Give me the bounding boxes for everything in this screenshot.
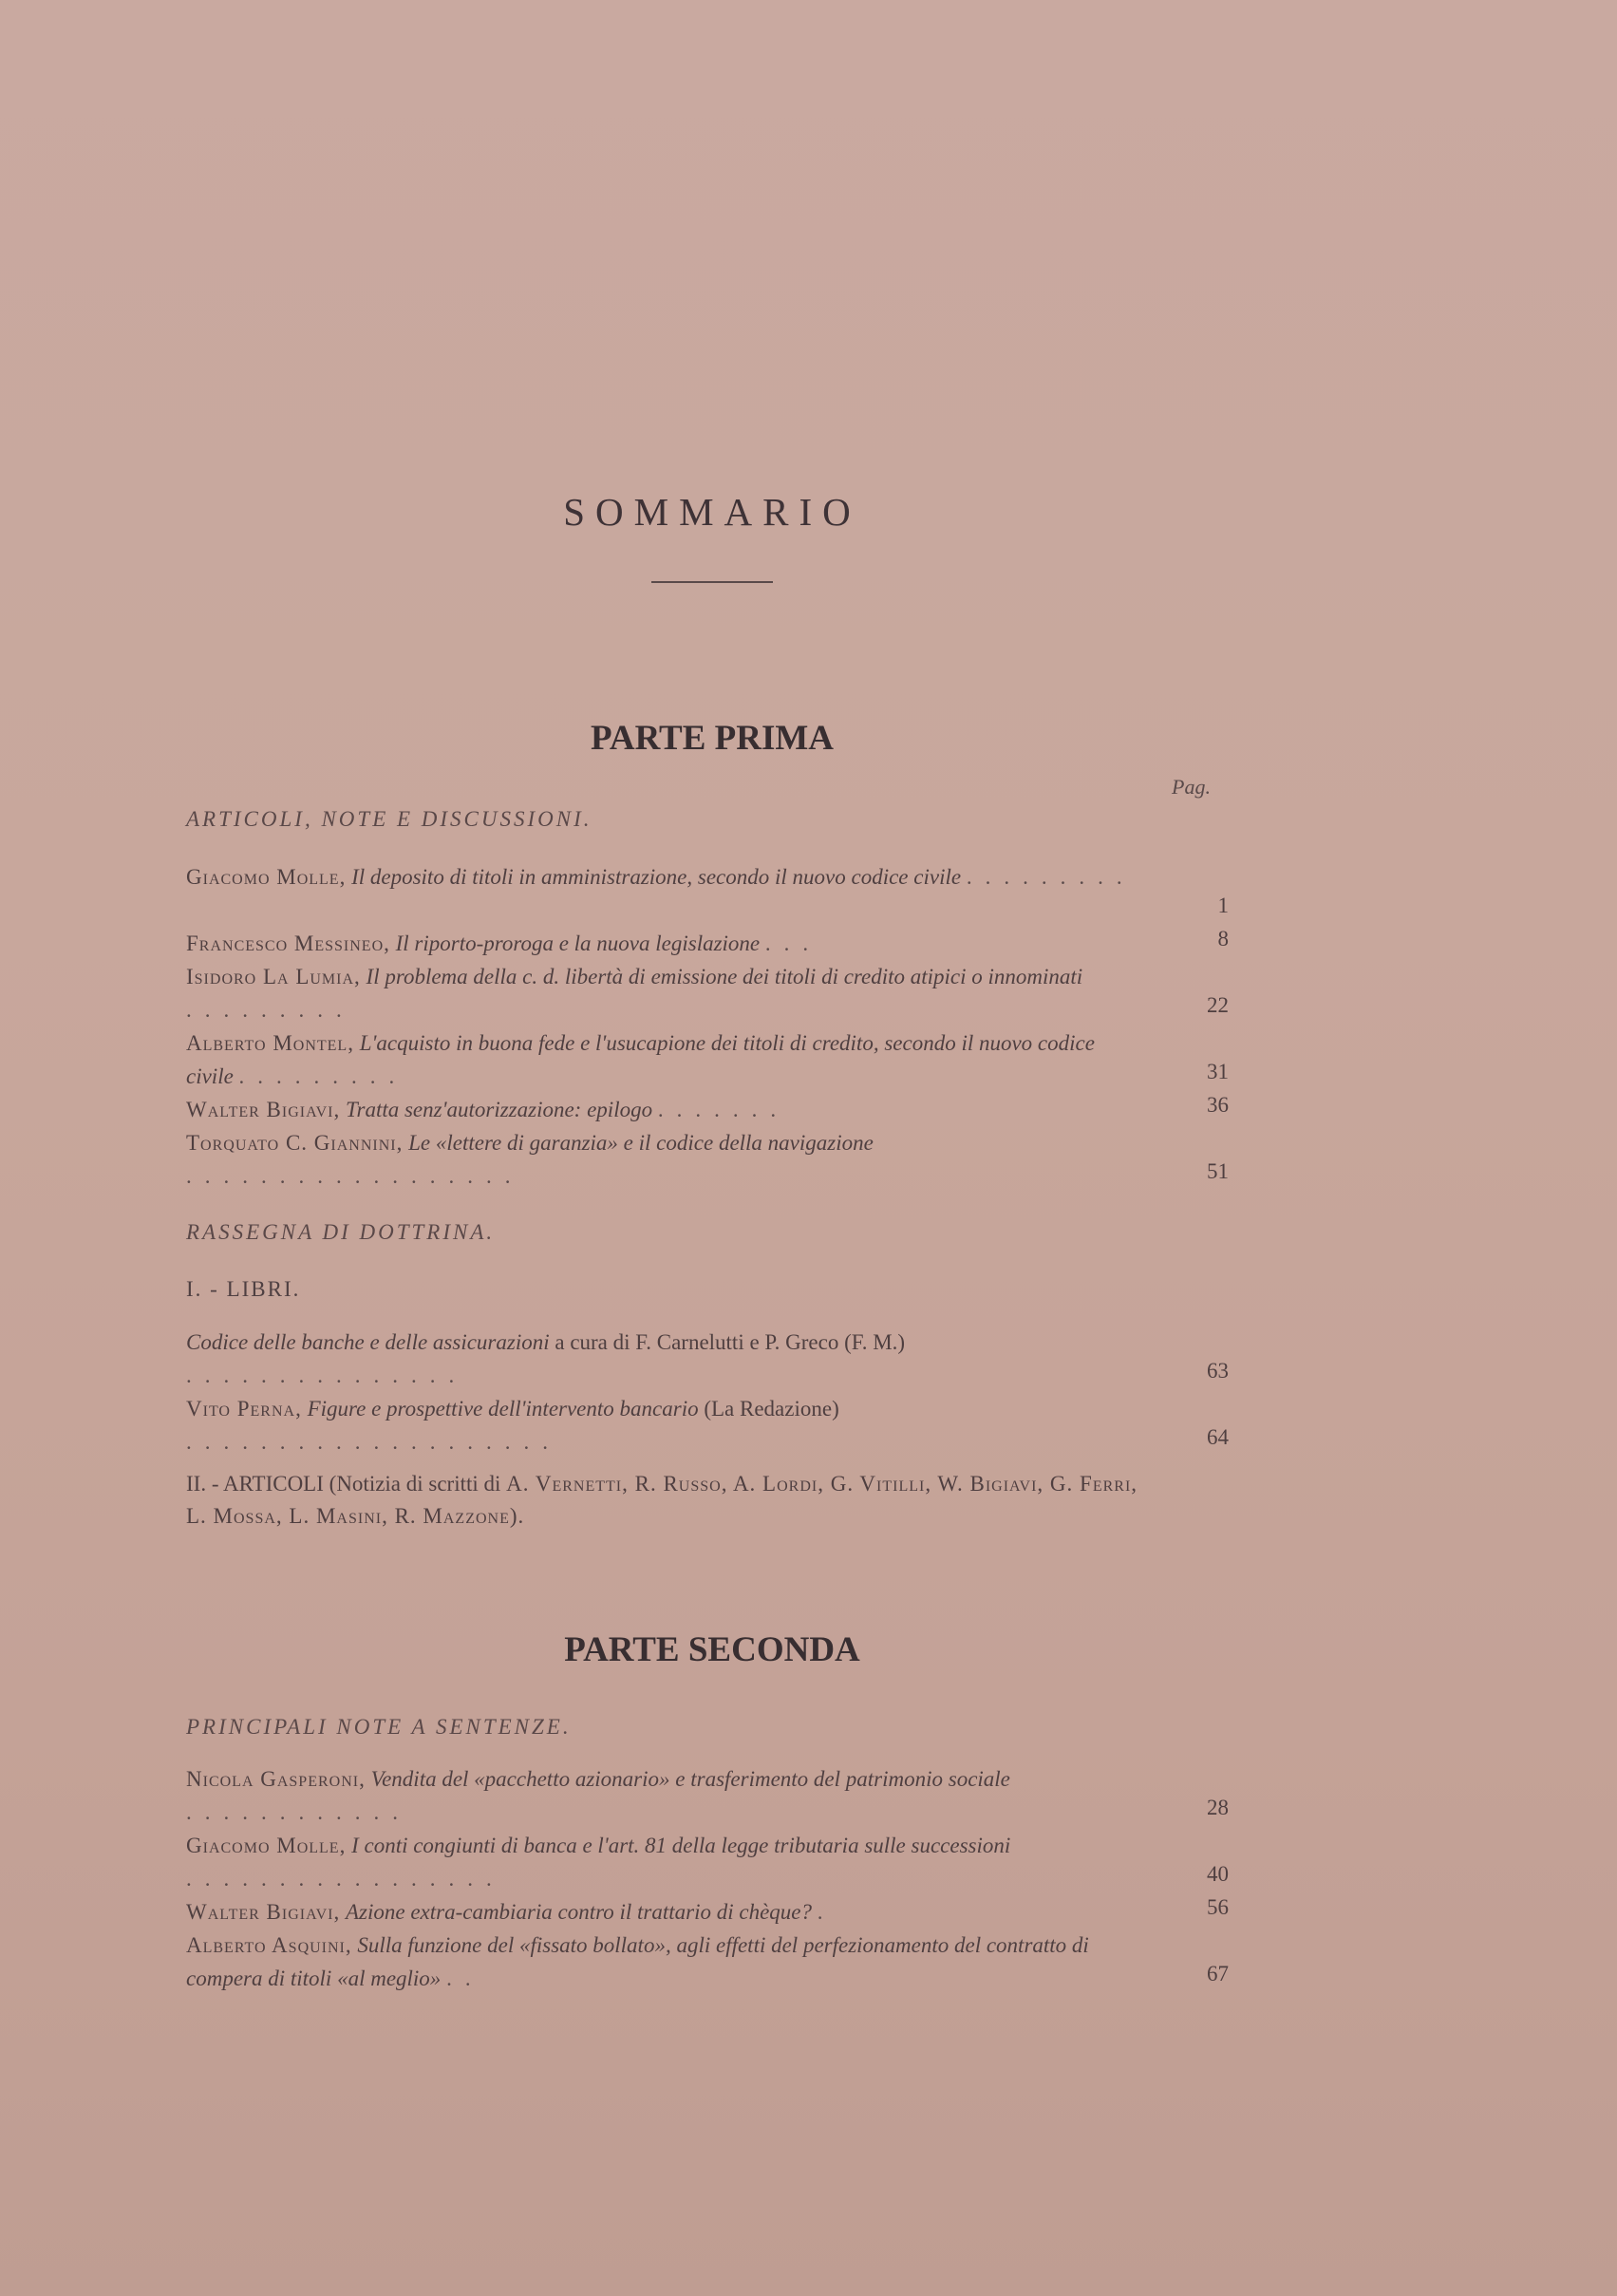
entry-page-number: 64 xyxy=(1207,1425,1229,1449)
dot-leaders: ............... xyxy=(186,1364,468,1387)
dot-leaders: .................. xyxy=(186,1164,524,1188)
entry-page-number: 1 xyxy=(1217,894,1229,917)
entry-title: Sulla funzione del «fissato bollato», agli effetti del perfezionamento del contratto di compera di titoli «al meglio» xyxy=(186,1933,1089,1990)
entry-note: a cura di F. Carnelutti e P. Greco (F. M.) xyxy=(555,1330,906,1354)
entry-title: I conti congiunti di banca e l'art. 81 della legge tributaria sulle successioni xyxy=(351,1834,1011,1857)
part-heading-prima: PARTE PRIMA xyxy=(591,719,834,758)
entry-title: Il riporto-proroga e la nuova legislazione xyxy=(395,932,761,955)
toc-entry xyxy=(186,1895,1145,1929)
toc-entry xyxy=(186,860,1145,894)
dot-leaders: .. xyxy=(446,1967,484,1990)
entry-author: Torquato C. Giannini, xyxy=(186,1131,404,1155)
dot-leaders: .................... xyxy=(186,1430,561,1454)
entry-author: Walter Bigiavi, xyxy=(186,1098,341,1121)
entry-title: Il deposito di titoli in amministrazione, secondo il nuovo codice civile xyxy=(351,865,962,889)
dot-leaders: ... xyxy=(764,932,822,955)
entry-page-number: 63 xyxy=(1207,1359,1229,1383)
entry-title: Tratta senz'autorizzazione: epilogo xyxy=(345,1098,653,1121)
entry-title: Figure e prospettive dell'intervento bancario xyxy=(307,1397,699,1421)
toc-entry xyxy=(186,1026,1145,1093)
entry-page-number: 8 xyxy=(1217,927,1229,950)
entry-page-number: 56 xyxy=(1207,1895,1229,1919)
toc-entry xyxy=(186,1829,1145,1895)
articoli-intro: (Notizia di scritti di xyxy=(329,1472,501,1496)
dot-leaders: ............ xyxy=(186,1800,411,1824)
entry-title: Le «lettere di garanzia» e il codice della navigazione xyxy=(408,1131,874,1155)
entry-title: Codice delle banche e delle assicurazioni xyxy=(186,1330,550,1354)
entry-title: Vendita del «pacchetto azionario» e trasferimento del patrimonio sociale xyxy=(370,1767,1010,1791)
page-title: SOMMARIO xyxy=(563,490,861,534)
entry-author: Giacomo Molle, xyxy=(186,865,347,889)
toc-entry xyxy=(186,1762,1145,1829)
toc-entry xyxy=(186,927,1145,960)
title-divider xyxy=(651,581,773,583)
entry-title: Azione extra-cambiaria contro il trattario di chèque? xyxy=(345,1900,812,1924)
dot-leaders: ......... xyxy=(238,1064,408,1088)
entry-author: Isidoro La Lumia, xyxy=(186,965,361,988)
articoli-authors: A. Vernetti, R. Russo, A. Lordi, G. Vitilli, W. Bigiavi, G. Ferri, L. Mossa, L. Masini, R. Mazzone). xyxy=(186,1472,1138,1528)
entry-title: Il problema della c. d. libertà di emissione dei titoli di credito atipici o innominati xyxy=(366,965,1083,988)
articoli-notice xyxy=(186,1468,1155,1533)
articoli-label: II. - ARTICOLI xyxy=(186,1472,324,1496)
entry-note: (La Redazione) xyxy=(704,1397,839,1421)
toc-entry xyxy=(186,1392,1145,1459)
entry-page-number: 22 xyxy=(1207,993,1229,1017)
entry-page-number: 36 xyxy=(1207,1093,1229,1117)
dot-leaders: ......... xyxy=(186,998,355,1022)
toc-entry xyxy=(186,1126,1145,1193)
dot-leaders: ......... xyxy=(966,865,1136,889)
entry-author: Vito Perna, xyxy=(186,1397,302,1421)
entry-page-number: 40 xyxy=(1207,1862,1229,1886)
entry-author: Nicola Gasperoni, xyxy=(186,1767,366,1791)
toc-entry xyxy=(186,1929,1145,1995)
dot-leaders: . xyxy=(817,1900,837,1924)
page-column-label: Pag. xyxy=(1172,775,1211,799)
toc-entry xyxy=(186,960,1145,1026)
entry-page-number: 31 xyxy=(1207,1060,1229,1083)
section-heading-note: PRINCIPALI NOTE A SENTENZE. xyxy=(186,1715,572,1739)
dot-leaders: ....... xyxy=(657,1098,790,1121)
toc-entry xyxy=(186,1326,1145,1392)
entry-page-number: 51 xyxy=(1207,1159,1229,1183)
dot-leaders: ................. xyxy=(186,1867,505,1891)
entry-author: Giacomo Molle, xyxy=(186,1834,347,1857)
subheading-libri: I. - LIBRI. xyxy=(186,1277,301,1301)
entry-title: L'acquisto in buona fede e l'usucapione dei titoli di credito, secondo il nuovo codice civile xyxy=(186,1031,1095,1088)
entry-author: Alberto Asquini, xyxy=(186,1933,352,1957)
entry-author: Walter Bigiavi, xyxy=(186,1900,341,1924)
part-heading-seconda: PARTE SECONDA xyxy=(564,1630,860,1669)
section-heading-articoli: ARTICOLI, NOTE E DISCUSSIONI. xyxy=(186,807,592,831)
entry-author: Francesco Messineo, xyxy=(186,932,390,955)
section-heading-rassegna: RASSEGNA DI DOTTRINA. xyxy=(186,1220,496,1244)
entry-page-number: 28 xyxy=(1207,1796,1229,1819)
toc-entry xyxy=(186,1093,1145,1126)
entry-page-number: 67 xyxy=(1207,1962,1229,1985)
entry-author: Alberto Montel, xyxy=(186,1031,354,1055)
